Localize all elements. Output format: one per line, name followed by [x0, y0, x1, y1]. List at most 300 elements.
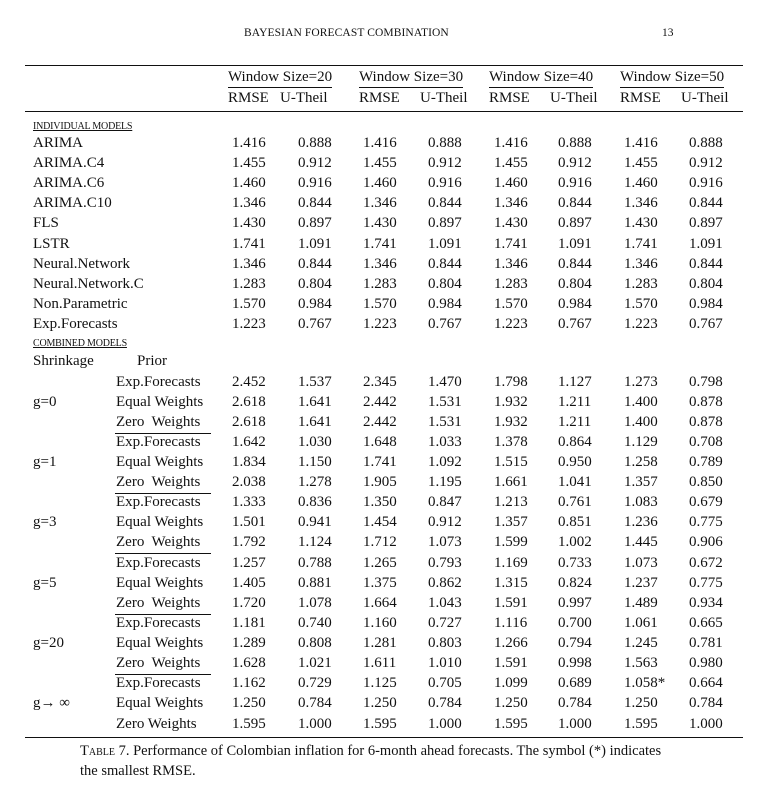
table-row [0, 494, 757, 514]
utheil-value: 0.844 [298, 255, 332, 272]
utheil-value: 1.073 [428, 534, 462, 551]
utheil-value: 1.091 [689, 235, 723, 252]
rmse-value: 1.357 [494, 514, 528, 531]
rmse-value: 1.591 [494, 655, 528, 672]
rmse-value: 1.273 [624, 373, 658, 390]
utheil-value: 0.679 [689, 494, 723, 511]
rmse-value: 1.129 [624, 433, 658, 450]
shrinkage-value: g=20 [33, 635, 64, 652]
utheil-value: 1.531 [428, 413, 462, 430]
rmse-value: 1.455 [494, 155, 528, 172]
rmse-value: 1.416 [624, 135, 658, 151]
rmse-value: 1.595 [494, 715, 528, 732]
utheil-value: 1.000 [558, 715, 592, 732]
rmse-value: 1.223 [494, 315, 528, 332]
sub-header-utheil: U-Theil [550, 90, 598, 106]
rmse-value: 1.664 [363, 594, 397, 611]
rmse-value: 1.430 [624, 215, 658, 232]
utheil-value: 1.641 [298, 413, 332, 430]
utheil-value: 0.950 [558, 453, 592, 470]
column-group-ws20: Window Size=20 [228, 69, 332, 89]
table-row [0, 276, 757, 296]
table-row [0, 135, 757, 155]
utheil-value: 1.078 [298, 594, 332, 611]
utheil-value: 0.897 [298, 215, 332, 232]
sub-header-rmse: RMSE [228, 90, 269, 106]
rmse-value: 2.452 [232, 373, 266, 390]
rmse-value: 1.400 [624, 393, 658, 410]
rmse-value: 1.595 [363, 715, 397, 732]
shrinkage-header: Shrinkage [33, 353, 94, 369]
rmse-value: 1.250 [363, 695, 397, 712]
rmse-value: 1.932 [494, 393, 528, 410]
rmse-value: 1.223 [232, 315, 266, 332]
utheil-value: 0.912 [558, 155, 592, 172]
table-row [0, 175, 757, 195]
rmse-value: 1.333 [232, 494, 266, 511]
header-rule [25, 111, 743, 112]
utheil-value: 1.000 [298, 715, 332, 732]
utheil-value: 0.705 [428, 675, 462, 692]
utheil-value: 1.000 [689, 715, 723, 732]
rmse-value: 2.442 [363, 413, 397, 430]
rmse-value: 1.400 [624, 413, 658, 430]
section-label-individual: INDIVIDUAL MODELS [33, 121, 133, 132]
utheil-value: 0.836 [298, 494, 332, 511]
prior-name: Zero Weights [116, 413, 201, 430]
table-row [0, 236, 757, 256]
table-row [0, 454, 757, 474]
utheil-value: 0.916 [428, 175, 462, 192]
rmse-value: 1.599 [494, 534, 528, 551]
shrinkage-value: g=1 [33, 453, 57, 470]
rmse-value: 1.181 [232, 614, 266, 631]
utheil-value: 0.844 [428, 255, 462, 272]
utheil-value: 0.844 [558, 255, 592, 272]
table-row [0, 434, 757, 454]
prior-name: Exp.Forecasts [116, 554, 201, 571]
rmse-value: 1.073 [624, 554, 658, 571]
utheil-value: 1.127 [558, 373, 592, 390]
utheil-value: 0.767 [558, 315, 592, 332]
utheil-value: 0.729 [298, 675, 332, 692]
prior-name: Equal Weights [116, 574, 204, 591]
utheil-value: 0.788 [298, 554, 332, 571]
utheil-value: 0.803 [428, 635, 462, 652]
rmse-value: 1.720 [232, 594, 266, 611]
shrinkage-value: g=5 [33, 574, 57, 591]
rmse-value: 1.346 [232, 255, 266, 272]
utheil-value: 0.804 [558, 275, 592, 292]
prior-header: Prior [137, 353, 167, 369]
rmse-value: 1.346 [232, 195, 266, 212]
rmse-value: 1.932 [494, 413, 528, 430]
rmse-value: 1.741 [494, 235, 528, 252]
utheil-value: 0.844 [689, 195, 723, 212]
page-number: 13 [662, 27, 674, 39]
utheil-value: 0.767 [689, 315, 723, 332]
rmse-value: 1.741 [624, 235, 658, 252]
rmse-value: 1.454 [363, 514, 397, 531]
rmse-value: 1.570 [232, 295, 266, 312]
utheil-value: 0.906 [689, 534, 723, 551]
rmse-value: 1.595 [232, 715, 266, 732]
rmse-value: 1.570 [494, 295, 528, 312]
rmse-value: 1.460 [494, 175, 528, 192]
table-row [0, 195, 757, 215]
model-name: ARIMA [33, 135, 84, 151]
rmse-value: 1.346 [494, 195, 528, 212]
utheil-value: 0.897 [428, 215, 462, 232]
prior-name: Equal Weights [116, 695, 204, 712]
rmse-value: 1.223 [624, 315, 658, 332]
utheil-value: 0.761 [558, 494, 592, 511]
utheil-value: 1.150 [298, 453, 332, 470]
rmse-value: 2.618 [232, 413, 266, 430]
utheil-value: 1.211 [558, 413, 592, 430]
caption-label: Table 7. [80, 743, 130, 759]
utheil-value: 0.980 [689, 655, 723, 672]
rmse-value: 1.628 [232, 655, 266, 672]
utheil-value: 0.934 [689, 594, 723, 611]
rmse-value: 1.099 [494, 675, 528, 692]
rmse-value: 1.430 [232, 215, 266, 232]
utheil-value: 1.021 [298, 655, 332, 672]
rmse-value: 1.611 [363, 655, 397, 672]
rmse-value: 1.741 [363, 453, 397, 470]
running-head [0, 27, 757, 43]
shrinkage-value: g=3 [33, 514, 57, 531]
rmse-value: 1.460 [232, 175, 266, 192]
sub-header-rmse: RMSE [489, 90, 530, 106]
table-row [0, 716, 757, 736]
rmse-value: 1.281 [363, 635, 397, 652]
utheil-value: 0.844 [298, 195, 332, 212]
rmse-value: 1.250 [624, 695, 658, 712]
rmse-value: 1.236 [624, 514, 658, 531]
rmse-value: 1.642 [232, 433, 266, 450]
prior-name: Equal Weights [116, 453, 204, 470]
utheil-value: 0.878 [689, 393, 723, 410]
rmse-value: 1.834 [232, 453, 266, 470]
table-caption [80, 741, 680, 781]
prior-name: Equal Weights [116, 393, 204, 410]
column-group-ws50: Window Size=50 [620, 69, 724, 89]
utheil-value: 0.912 [689, 155, 723, 172]
table-row [0, 474, 757, 494]
utheil-value: 0.881 [298, 574, 332, 591]
utheil-value: 0.808 [298, 635, 332, 652]
rmse-value: 1.346 [363, 255, 397, 272]
rmse-value: 1.162 [232, 675, 266, 692]
rmse-value: 1.595 [624, 715, 658, 732]
rmse-value: 1.245 [624, 635, 658, 652]
model-name: ARIMA.C10 [33, 195, 112, 212]
rmse-value: 1.455 [232, 155, 266, 172]
model-name: Exp.Forecasts [33, 315, 118, 332]
model-name: Neural.Network [33, 255, 131, 272]
utheil-value: 1.091 [298, 235, 332, 252]
rmse-value: 2.345 [363, 373, 397, 390]
rmse-value: 1.741 [232, 235, 266, 252]
utheil-value: 1.010 [428, 655, 462, 672]
rmse-value: 1.515 [494, 453, 528, 470]
rmse-value: 1.905 [363, 474, 397, 491]
utheil-value: 1.091 [428, 235, 462, 252]
prior-name: Exp.Forecasts [116, 494, 201, 511]
rmse-value: 1.661 [494, 474, 528, 491]
utheil-value: 1.278 [298, 474, 332, 491]
caption-text: Performance of Colombian inflation for 6-month ahead forecasts. The symbol (*) indicates the smallest RMSE. [80, 743, 662, 779]
column-group-ws40: Window Size=40 [489, 69, 593, 89]
utheil-value: 0.912 [428, 155, 462, 172]
bottom-rule [25, 737, 743, 738]
utheil-value: 0.775 [689, 514, 723, 531]
utheil-value: 1.041 [558, 474, 592, 491]
utheil-value: 0.888 [298, 135, 332, 151]
table-row [0, 256, 757, 276]
rmse-value: 1.160 [363, 614, 397, 631]
prior-name: Exp.Forecasts [116, 675, 201, 692]
model-name: LSTR [33, 235, 70, 252]
utheil-value: 0.916 [298, 175, 332, 192]
rmse-value: 1.315 [494, 574, 528, 591]
prior-name: Exp.Forecasts [116, 433, 201, 450]
rmse-value: 2.038 [232, 474, 266, 491]
table-row [0, 514, 757, 534]
utheil-value: 0.784 [298, 695, 332, 712]
utheil-value: 0.824 [558, 574, 592, 591]
rmse-value: 1.346 [624, 195, 658, 212]
model-name: ARIMA.C4 [33, 155, 105, 172]
shrinkage-value: g→ ∞ [33, 695, 70, 712]
rmse-value: 1.125 [363, 675, 397, 692]
table-row [0, 575, 757, 595]
rmse-value: 1.378 [494, 433, 528, 450]
utheil-value: 0.888 [558, 135, 592, 151]
utheil-value: 0.804 [298, 275, 332, 292]
sub-header-utheil: U-Theil [420, 90, 468, 106]
table-row [0, 394, 757, 414]
utheil-value: 0.984 [689, 295, 723, 312]
utheil-value: 0.708 [689, 433, 723, 450]
utheil-value: 1.537 [298, 373, 332, 390]
rmse-value: 1.250 [494, 695, 528, 712]
utheil-value: 0.733 [558, 554, 592, 571]
utheil-value: 0.767 [428, 315, 462, 332]
utheil-value: 0.740 [298, 614, 332, 631]
rmse-value: 1.283 [624, 275, 658, 292]
utheil-value: 0.775 [689, 574, 723, 591]
utheil-value: 0.878 [689, 413, 723, 430]
utheil-value: 1.211 [558, 393, 592, 410]
utheil-value: 1.124 [298, 534, 332, 551]
utheil-value: 1.043 [428, 594, 462, 611]
utheil-value: 0.997 [558, 594, 592, 611]
rmse-value: 1.375 [363, 574, 397, 591]
table-row [0, 675, 757, 695]
prior-name: Exp.Forecasts [116, 373, 201, 390]
model-name: ARIMA.C6 [33, 175, 105, 192]
prior-name: Zero Weights [116, 534, 201, 551]
utheil-value: 0.844 [428, 195, 462, 212]
utheil-value: 0.784 [558, 695, 592, 712]
utheil-value: 0.864 [558, 433, 592, 450]
rmse-value: 1.289 [232, 635, 266, 652]
combined-header-row [0, 353, 757, 373]
utheil-value: 0.781 [689, 635, 723, 652]
utheil-value: 0.912 [428, 514, 462, 531]
rmse-value: 1.250 [232, 695, 266, 712]
table-row [0, 215, 757, 235]
utheil-value: 0.804 [428, 275, 462, 292]
prior-name: Zero Weights [116, 594, 201, 611]
utheil-value: 0.798 [689, 373, 723, 390]
rmse-value: 1.489 [624, 594, 658, 611]
table-row [0, 595, 757, 615]
table-row [0, 555, 757, 575]
utheil-value: 0.897 [689, 215, 723, 232]
utheil-value: 0.941 [298, 514, 332, 531]
table-row [0, 155, 757, 175]
utheil-value: 0.984 [298, 295, 332, 312]
utheil-value: 0.916 [689, 175, 723, 192]
rmse-value: 1.792 [232, 534, 266, 551]
rmse-value: 1.591 [494, 594, 528, 611]
utheil-value: 0.784 [428, 695, 462, 712]
utheil-value: 0.784 [689, 695, 723, 712]
utheil-value: 0.847 [428, 494, 462, 511]
rmse-value: 1.258 [624, 453, 658, 470]
sub-header-utheil: U-Theil [681, 90, 729, 106]
rmse-value: 1.570 [624, 295, 658, 312]
rmse-value: 1.416 [363, 135, 397, 151]
sub-header-rmse: RMSE [620, 90, 661, 106]
model-name: FLS [33, 215, 59, 232]
rmse-value: 1.266 [494, 635, 528, 652]
rmse-value: 1.357 [624, 474, 658, 491]
table-row [0, 635, 757, 655]
rmse-value: 1.116 [494, 614, 528, 631]
utheil-value: 0.984 [558, 295, 592, 312]
model-name: Non.Parametric [33, 295, 128, 312]
utheil-value: 0.998 [558, 655, 592, 672]
rmse-value: 1.405 [232, 574, 266, 591]
table-row [0, 615, 757, 635]
sub-header-rmse: RMSE [359, 90, 400, 106]
utheil-value: 0.804 [689, 275, 723, 292]
rmse-value: 1.283 [494, 275, 528, 292]
rmse-value: 2.442 [363, 393, 397, 410]
table-row [0, 296, 757, 316]
section-label-combined: COMBINED MODELS [33, 338, 127, 349]
utheil-value: 1.030 [298, 433, 332, 450]
utheil-value: 1.000 [428, 715, 462, 732]
utheil-value: 0.727 [428, 614, 462, 631]
rmse-value: 1.213 [494, 494, 528, 511]
table-row [0, 316, 757, 336]
utheil-value: 0.912 [298, 155, 332, 172]
rmse-value: 1.455 [363, 155, 397, 172]
sub-header-utheil: U-Theil [280, 90, 328, 106]
rmse-value: 1.061 [624, 614, 658, 631]
rmse-value: 1.265 [363, 554, 397, 571]
utheil-value: 0.844 [558, 195, 592, 212]
rmse-value: 1.223 [363, 315, 397, 332]
table-row [0, 414, 757, 434]
prior-name: Exp.Forecasts [116, 614, 201, 631]
top-rule [25, 65, 743, 66]
rmse-value: 1.346 [363, 195, 397, 212]
rmse-value: 1.169 [494, 554, 528, 571]
utheil-value: 0.767 [298, 315, 332, 332]
rmse-value: 1.501 [232, 514, 266, 531]
shrinkage-value: g=0 [33, 393, 57, 410]
rmse-value: 1.563 [624, 655, 658, 672]
utheil-value: 0.672 [689, 554, 723, 571]
utheil-value: 0.916 [558, 175, 592, 192]
utheil-value: 0.984 [428, 295, 462, 312]
rmse-value: 1.445 [624, 534, 658, 551]
prior-name: Equal Weights [116, 635, 204, 652]
utheil-value: 0.851 [558, 514, 592, 531]
table-row [0, 655, 757, 675]
utheil-value: 0.888 [689, 135, 723, 151]
utheil-value: 1.531 [428, 393, 462, 410]
utheil-value: 1.195 [428, 474, 462, 491]
rmse-value: 1.283 [232, 275, 266, 292]
utheil-value: 0.793 [428, 554, 462, 571]
table-row [0, 374, 757, 394]
rmse-value: 1.058* [624, 675, 666, 692]
utheil-value: 0.850 [689, 474, 723, 491]
rmse-value: 1.257 [232, 554, 266, 571]
utheil-value: 0.665 [689, 614, 723, 631]
utheil-value: 0.897 [558, 215, 592, 232]
rmse-value: 1.416 [494, 135, 528, 151]
utheil-value: 0.689 [558, 675, 592, 692]
utheil-value: 1.092 [428, 453, 462, 470]
prior-name: Zero Weights [116, 474, 201, 491]
rmse-value: 1.283 [363, 275, 397, 292]
rmse-value: 1.346 [624, 255, 658, 272]
rmse-value: 1.570 [363, 295, 397, 312]
rmse-value: 1.416 [232, 135, 266, 151]
utheil-value: 0.794 [558, 635, 592, 652]
prior-name: Zero Weights [116, 715, 197, 732]
utheil-value: 0.844 [689, 255, 723, 272]
rmse-value: 1.350 [363, 494, 397, 511]
utheil-value: 1.033 [428, 433, 462, 450]
utheil-value: 0.789 [689, 453, 723, 470]
utheil-value: 0.862 [428, 574, 462, 591]
prior-name: Zero Weights [116, 655, 201, 672]
utheil-value: 0.888 [428, 135, 462, 151]
rmse-value: 1.798 [494, 373, 528, 390]
utheil-value: 1.002 [558, 534, 592, 551]
rmse-value: 1.237 [624, 574, 658, 591]
running-title: BAYESIAN FORECAST COMBINATION [244, 27, 449, 39]
utheil-value: 1.641 [298, 393, 332, 410]
utheil-value: 1.470 [428, 373, 462, 390]
rmse-value: 1.460 [363, 175, 397, 192]
rmse-value: 1.083 [624, 494, 658, 511]
rmse-value: 1.346 [494, 255, 528, 272]
prior-name: Equal Weights [116, 514, 204, 531]
utheil-value: 0.700 [558, 614, 592, 631]
model-name: Neural.Network.C [33, 275, 144, 292]
rmse-value: 1.712 [363, 534, 397, 551]
